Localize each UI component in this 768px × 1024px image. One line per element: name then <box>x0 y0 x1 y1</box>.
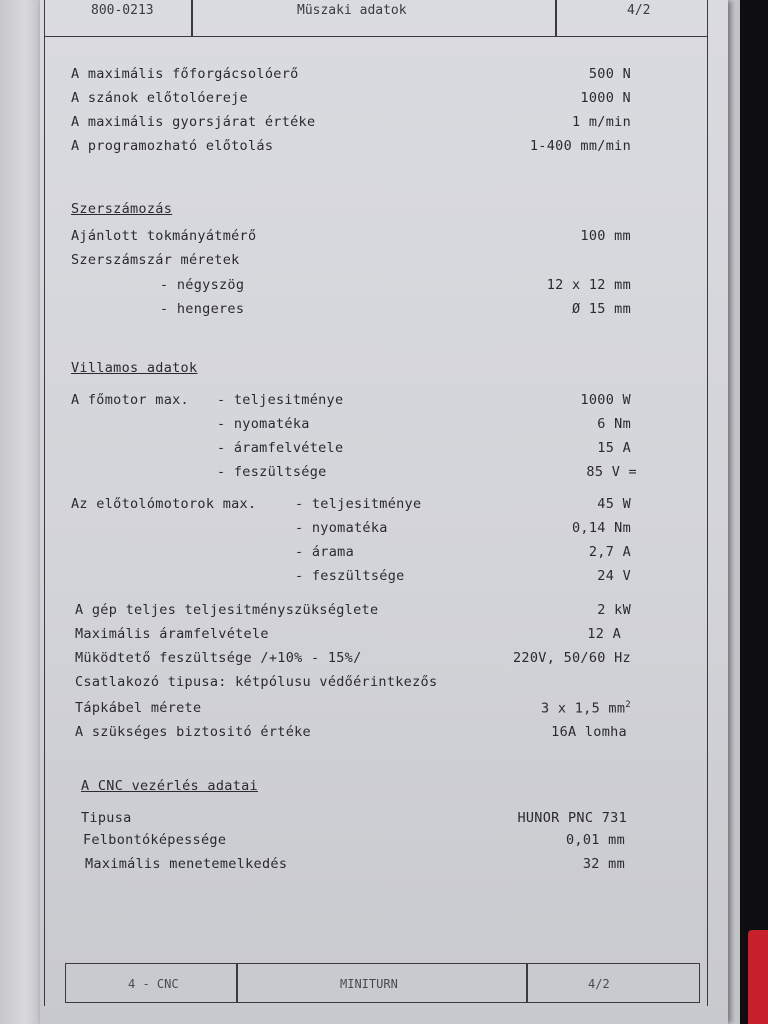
doc-code: 800-0213 <box>91 3 154 18</box>
binder-left <box>0 0 42 1024</box>
spec-row <box>71 66 631 86</box>
doc-page-number: 4/2 <box>627 3 651 18</box>
spec-label: Ajánlott tokmányátmérő <box>71 228 257 244</box>
spec-label: - nyomatéka <box>295 520 388 536</box>
spec-row <box>217 392 631 412</box>
spec-label: A gép teljes teljesitményszükséglete <box>75 602 379 618</box>
spec-row <box>295 496 631 516</box>
section-heading-tooling: Szerszámozás <box>71 201 173 217</box>
page-header <box>45 0 707 37</box>
spec-value: 500 N <box>588 66 631 82</box>
spec-label: Maximális áramfelvétele <box>75 626 269 642</box>
spec-row <box>71 114 631 134</box>
footer-divider <box>526 964 528 1002</box>
spec-row <box>75 700 631 720</box>
spec-label: A maximális gyorsjárat értéke <box>71 114 316 130</box>
spec-label: Felbontóképessége <box>83 832 227 848</box>
spec-label: Szerszámszár méretek <box>71 252 240 268</box>
dark-background-edge <box>738 0 768 1024</box>
spec-row <box>160 301 631 321</box>
spec-label: A maximális főforgácsolóerő <box>71 66 299 82</box>
header-divider <box>191 0 193 36</box>
spec-row <box>75 674 631 694</box>
cable-size-value: 3 x 1,5 mm <box>541 700 626 717</box>
spec-label: - teljesitménye <box>217 392 344 408</box>
spec-value: 1000 N <box>580 90 631 106</box>
spec-value: HUNOR PNC 731 <box>517 810 627 826</box>
spec-value: 85 V = <box>586 464 637 480</box>
spec-row <box>71 138 631 158</box>
spec-row <box>160 277 631 297</box>
spec-label: - árama <box>295 544 354 560</box>
spec-row <box>75 626 621 646</box>
spec-row <box>85 856 625 876</box>
spec-value: 1-400 mm/min <box>529 138 631 154</box>
spec-label: Tápkábel mérete <box>75 700 202 716</box>
feed-motor-label: Az előtolómotorok max. <box>71 496 257 512</box>
document-page <box>40 0 728 1024</box>
spec-value: 2 kW <box>597 602 631 618</box>
spec-value: 0,14 Nm <box>572 520 631 536</box>
spec-value: 12 x 12 mm <box>546 277 631 293</box>
spec-row <box>71 252 631 272</box>
spec-label: A szükséges biztositó értéke <box>75 724 311 740</box>
header-divider <box>555 0 557 36</box>
footer-product: MINITURN <box>340 977 398 991</box>
section-heading-cnc: A CNC vezérlés adatai <box>81 778 258 794</box>
spec-row <box>295 544 631 564</box>
spec-label: Maximális menetemelkedés <box>85 856 288 872</box>
spec-label: - teljesitménye <box>295 496 422 512</box>
red-tab <box>748 930 768 1024</box>
spec-value: 16A lomha <box>551 724 627 740</box>
spec-label: - nyomatéka <box>217 416 310 432</box>
doc-title: Müszaki adatok <box>297 3 407 18</box>
spec-row <box>71 228 631 248</box>
spec-label: Csatlakozó tipusa: kétpólusu védőérintkezős <box>75 674 438 690</box>
page-frame <box>44 0 708 1006</box>
spec-value: 1 m/min <box>572 114 631 130</box>
spec-value: 1000 W <box>580 392 631 408</box>
spec-row <box>295 520 631 540</box>
spec-value: 12 A <box>587 626 621 642</box>
spec-value: 100 mm <box>580 228 631 244</box>
spec-label: - feszültsége <box>217 464 327 480</box>
spec-label: Müködtető feszültsége /+10% - 15%/ <box>75 650 362 666</box>
spec-row <box>295 568 631 588</box>
spec-label: - feszültsége <box>295 568 405 584</box>
spec-label: Tipusa <box>81 810 132 826</box>
spec-row <box>217 464 637 484</box>
spec-row <box>81 810 627 830</box>
spec-value: 32 mm <box>582 856 625 872</box>
spec-label: - négyszög <box>160 277 245 293</box>
spec-row <box>83 832 625 852</box>
main-motor-label: A főmotor max. <box>71 392 189 408</box>
spec-row <box>71 90 631 110</box>
footer-page-number: 4/2 <box>588 977 610 991</box>
page-footer <box>65 963 700 1003</box>
spec-row <box>75 724 627 744</box>
footer-section: 4 - CNC <box>128 977 179 991</box>
spec-label: A programozható előtolás <box>71 138 274 154</box>
spec-value: 6 Nm <box>597 416 631 432</box>
spec-value: 15 A <box>597 440 631 456</box>
spec-label: - hengeres <box>160 301 245 317</box>
spec-label: - áramfelvétele <box>217 440 344 456</box>
spec-row <box>75 602 631 622</box>
spec-label: A szánok előtolóereje <box>71 90 248 106</box>
spec-value: 45 W <box>597 496 631 512</box>
spec-row <box>217 440 631 460</box>
cable-size-exponent: 2 <box>625 700 631 710</box>
spec-row <box>75 650 631 670</box>
spec-value: 2,7 A <box>588 544 631 560</box>
spec-value: Ø 15 mm <box>572 301 631 317</box>
spec-value: 0,01 mm <box>566 832 625 848</box>
spec-value <box>541 700 631 717</box>
spec-row <box>217 416 631 436</box>
footer-divider <box>236 964 238 1002</box>
section-heading-electrical: Villamos adatok <box>71 360 198 376</box>
spec-value: 220V, 50/60 Hz <box>513 650 631 666</box>
spec-value: 24 V <box>597 568 631 584</box>
